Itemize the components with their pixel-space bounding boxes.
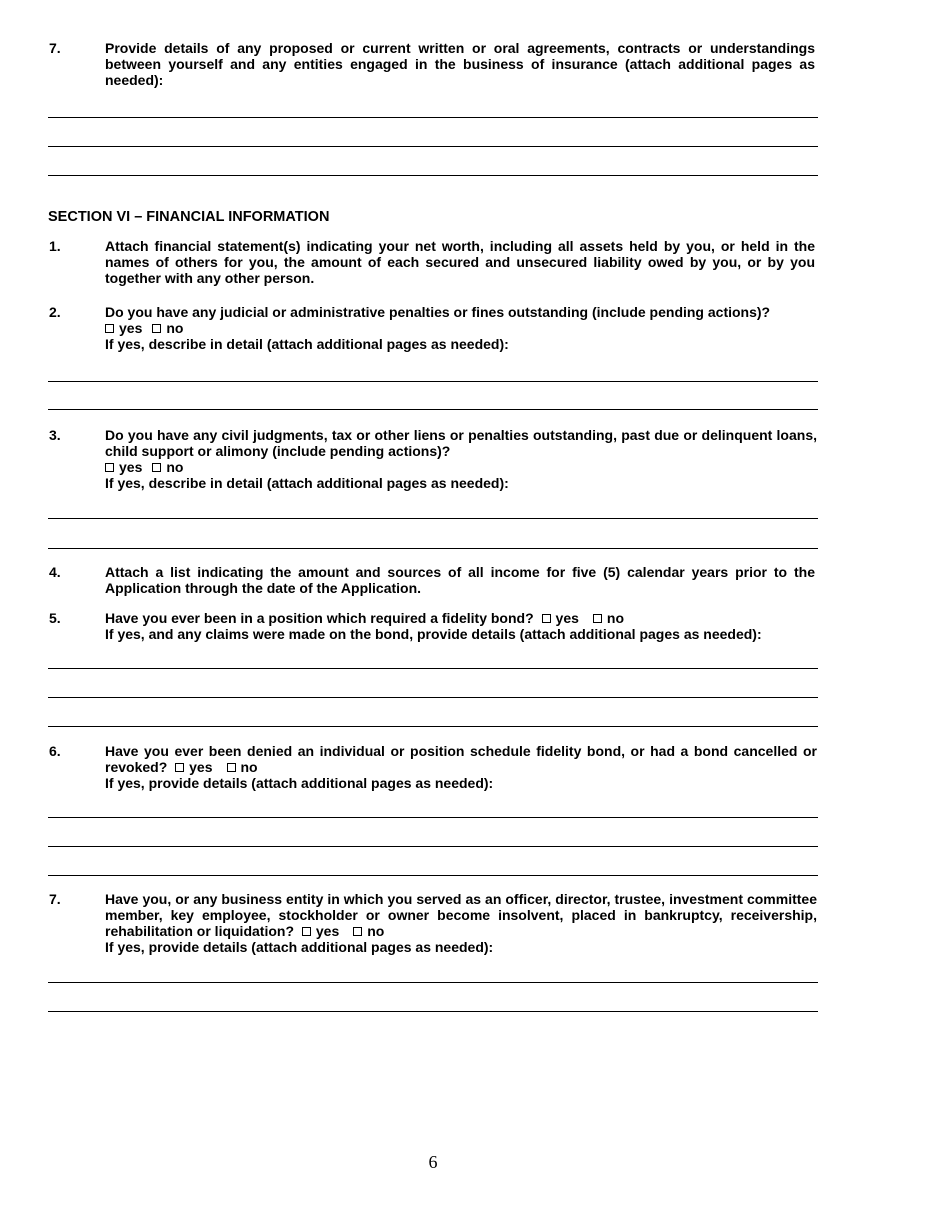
question-number: 2. xyxy=(49,304,61,320)
question-line xyxy=(105,610,817,626)
question-text: Attach a list indicating the amount and sources of all income for five (5) calendar years prior to the Application through the date of the Application. xyxy=(105,564,815,596)
answer-line[interactable] xyxy=(48,381,818,382)
no-label: no xyxy=(240,759,258,775)
answer-line[interactable] xyxy=(48,726,818,727)
question-number: 3. xyxy=(49,427,61,443)
no-option[interactable] xyxy=(353,923,384,939)
yes-label: yes xyxy=(315,923,340,939)
no-label: no xyxy=(367,923,385,939)
question-number: 7. xyxy=(49,40,61,56)
yes-option[interactable] xyxy=(302,923,339,939)
checkbox-icon[interactable] xyxy=(152,463,161,472)
checkbox-icon[interactable] xyxy=(542,614,551,623)
checkbox-icon[interactable] xyxy=(302,927,311,936)
question-text: Have you ever been in a position which required a fidelity bond? xyxy=(105,610,534,626)
yes-option[interactable] xyxy=(542,610,579,626)
question-number: 1. xyxy=(49,238,61,254)
yes-no-options xyxy=(105,320,817,336)
question-block xyxy=(105,743,817,791)
followup-text: If yes, describe in detail (attach additional pages as needed): xyxy=(105,336,509,352)
no-option[interactable] xyxy=(227,759,258,775)
question-text: Do you have any civil judgments, tax or other liens or penalties outstanding, past due or delinquent loans, child support or alimony (include pending actions)? xyxy=(105,427,817,459)
yes-no-options xyxy=(105,459,817,475)
answer-line[interactable] xyxy=(48,548,818,549)
answer-line[interactable] xyxy=(48,668,818,669)
followup-text: If yes, describe in detail (attach additional pages as needed): xyxy=(105,475,509,491)
yes-option[interactable] xyxy=(105,320,142,336)
question-block xyxy=(105,304,817,352)
answer-line[interactable] xyxy=(48,846,818,847)
checkbox-icon[interactable] xyxy=(353,927,362,936)
question-line xyxy=(105,743,817,775)
followup-text: If yes, provide details (attach additional pages as needed): xyxy=(105,939,494,955)
no-option[interactable] xyxy=(152,320,183,336)
section-heading: SECTION VI – FINANCIAL INFORMATION xyxy=(48,209,330,225)
yes-option[interactable] xyxy=(105,459,142,475)
answer-line[interactable] xyxy=(48,409,818,410)
question-block xyxy=(105,610,817,642)
followup-text: If yes, and any claims were made on the bond, provide details (attach additional pages as needed): xyxy=(105,626,762,642)
yes-label: yes xyxy=(119,320,143,336)
question-block xyxy=(105,427,817,491)
no-label: no xyxy=(166,320,184,336)
answer-line[interactable] xyxy=(48,146,818,147)
no-option[interactable] xyxy=(593,610,624,626)
question-block xyxy=(105,891,817,955)
question-number: 4. xyxy=(49,564,61,580)
yes-label: yes xyxy=(189,759,213,775)
answer-line[interactable] xyxy=(48,982,818,983)
answer-line[interactable] xyxy=(48,817,818,818)
answer-line[interactable] xyxy=(48,697,818,698)
yes-option[interactable] xyxy=(175,759,212,775)
checkbox-icon[interactable] xyxy=(105,463,114,472)
question-number: 6. xyxy=(49,743,61,759)
answer-line[interactable] xyxy=(48,117,818,118)
answer-line[interactable] xyxy=(48,175,818,176)
checkbox-icon[interactable] xyxy=(152,324,161,333)
checkbox-icon[interactable] xyxy=(593,614,602,623)
yes-label: yes xyxy=(555,610,579,626)
answer-line[interactable] xyxy=(48,1011,818,1012)
question-number: 5. xyxy=(49,610,61,626)
yes-label: yes xyxy=(119,459,143,475)
no-label: no xyxy=(166,459,184,475)
no-option[interactable] xyxy=(152,459,183,475)
question-text: Attach financial statement(s) indicating your net worth, including all assets held by you, or held in the names of others for you, the amount of each secured and unsecured liability owed by you, or by you together with any other person. xyxy=(105,238,815,286)
page-number: 6 xyxy=(428,1152,438,1172)
question-line xyxy=(105,891,817,939)
answer-line[interactable] xyxy=(48,875,818,876)
question-text: Provide details of any proposed or current written or oral agreements, contracts or understandings between yourself and any entities engaged in the business of insurance (attach additional pages as needed): xyxy=(105,40,815,88)
question-text: Do you have any judicial or administrative penalties or fines outstanding (include pending actions)? xyxy=(105,304,771,320)
followup-text: If yes, provide details (attach additional pages as needed): xyxy=(105,775,494,791)
answer-line[interactable] xyxy=(48,518,818,519)
question-text: Have you ever been denied an individual or position schedule fidelity bond, or had a bond cancelled or revoked? xyxy=(105,743,817,775)
checkbox-icon[interactable] xyxy=(227,763,236,772)
question-text: Have you, or any business entity in which you served as an officer, director, trustee, investment committee member, key employee, stockholder or owner become insolvent, placed in bankruptcy, receivership, rehabilitation or liquidation? xyxy=(105,891,817,939)
checkbox-icon[interactable] xyxy=(175,763,184,772)
checkbox-icon[interactable] xyxy=(105,324,114,333)
no-label: no xyxy=(606,610,624,626)
question-number: 7. xyxy=(49,891,61,907)
